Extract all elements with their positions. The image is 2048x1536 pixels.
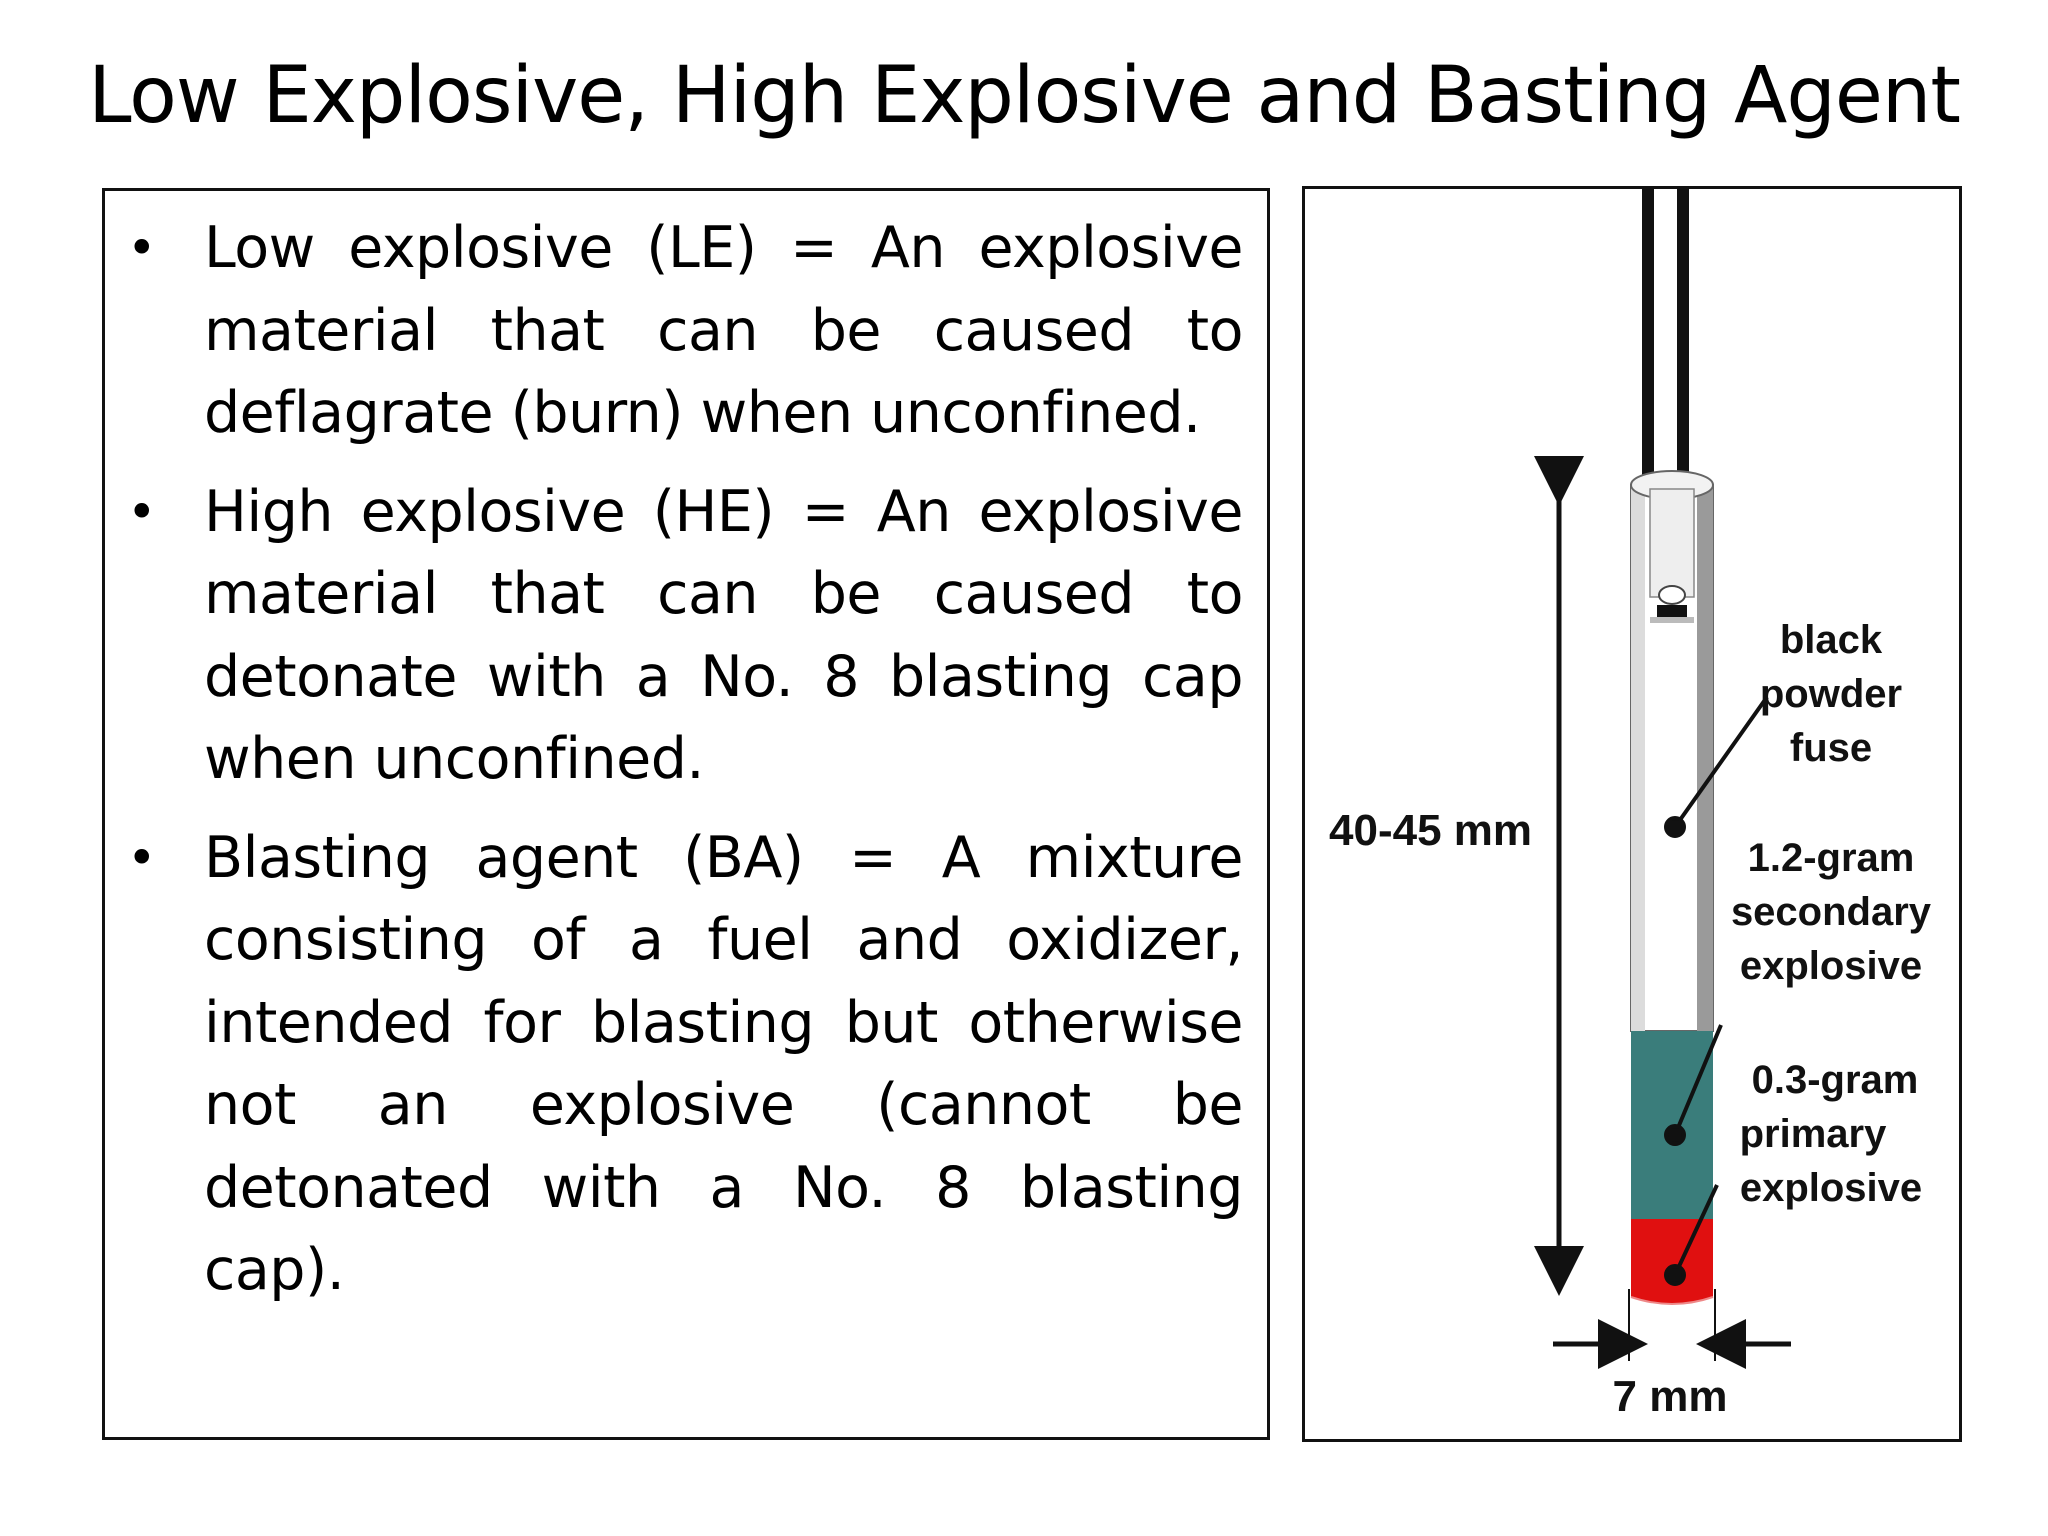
- svg-text:primary: primary: [1739, 1112, 1887, 1156]
- diameter-label: 7 mm: [1612, 1372, 1728, 1421]
- lead-wire-left: [1642, 189, 1654, 505]
- definition-text: Low explosive (LE) = An explosive material that can be caused to deflagrate (burn) when unconfined.: [204, 215, 1243, 446]
- svg-text:fuse: fuse: [1789, 726, 1873, 770]
- svg-text:powder: powder: [1759, 672, 1903, 716]
- svg-text:explosive: explosive: [1739, 1166, 1923, 1210]
- definition-low-explosive: [105, 207, 1267, 455]
- blasting-cap-figure: [1302, 186, 1962, 1442]
- length-label: 40-45 mm: [1329, 806, 1533, 855]
- blasting-cap-diagram: [1305, 189, 1962, 1442]
- definition-blasting-agent: [105, 817, 1267, 1312]
- fuse-label: [1760, 618, 1902, 770]
- bullet-dot: •: [127, 828, 156, 887]
- definitions-list: [105, 207, 1267, 1328]
- primary-explosive-label: [1740, 1058, 1923, 1210]
- svg-text:1.2-gram: 1.2-gram: [1747, 836, 1915, 880]
- definitions-box: [102, 188, 1270, 1440]
- secondary-explosive-label: [1731, 836, 1932, 988]
- svg-text:explosive: explosive: [1739, 944, 1923, 988]
- svg-text:black: black: [1779, 618, 1883, 662]
- primary-explosive-charge: [1631, 1219, 1713, 1304]
- definition-high-explosive: [105, 471, 1267, 801]
- svg-text:0.3-gram: 0.3-gram: [1751, 1058, 1919, 1102]
- lead-wire-right: [1677, 189, 1689, 505]
- definition-text: Blasting agent (BA) = A mixture consisting of a fuel and oxidizer, intended for blasting but otherwise not an explosive (cannot be detonated with a No. 8 blasting cap).: [204, 824, 1243, 1303]
- svg-text:secondary: secondary: [1730, 890, 1932, 934]
- bullet-dot: •: [127, 219, 156, 277]
- detonator-tube: [1631, 471, 1713, 1031]
- definition-text: High explosive (HE) = An explosive material that can be caused to detonate with a No. 8 blasting cap when unconfined.: [204, 478, 1243, 792]
- bullet-dot: •: [127, 482, 156, 541]
- slide-title: Low Explosive, High Explosive and Basting Agent: [88, 51, 1960, 141]
